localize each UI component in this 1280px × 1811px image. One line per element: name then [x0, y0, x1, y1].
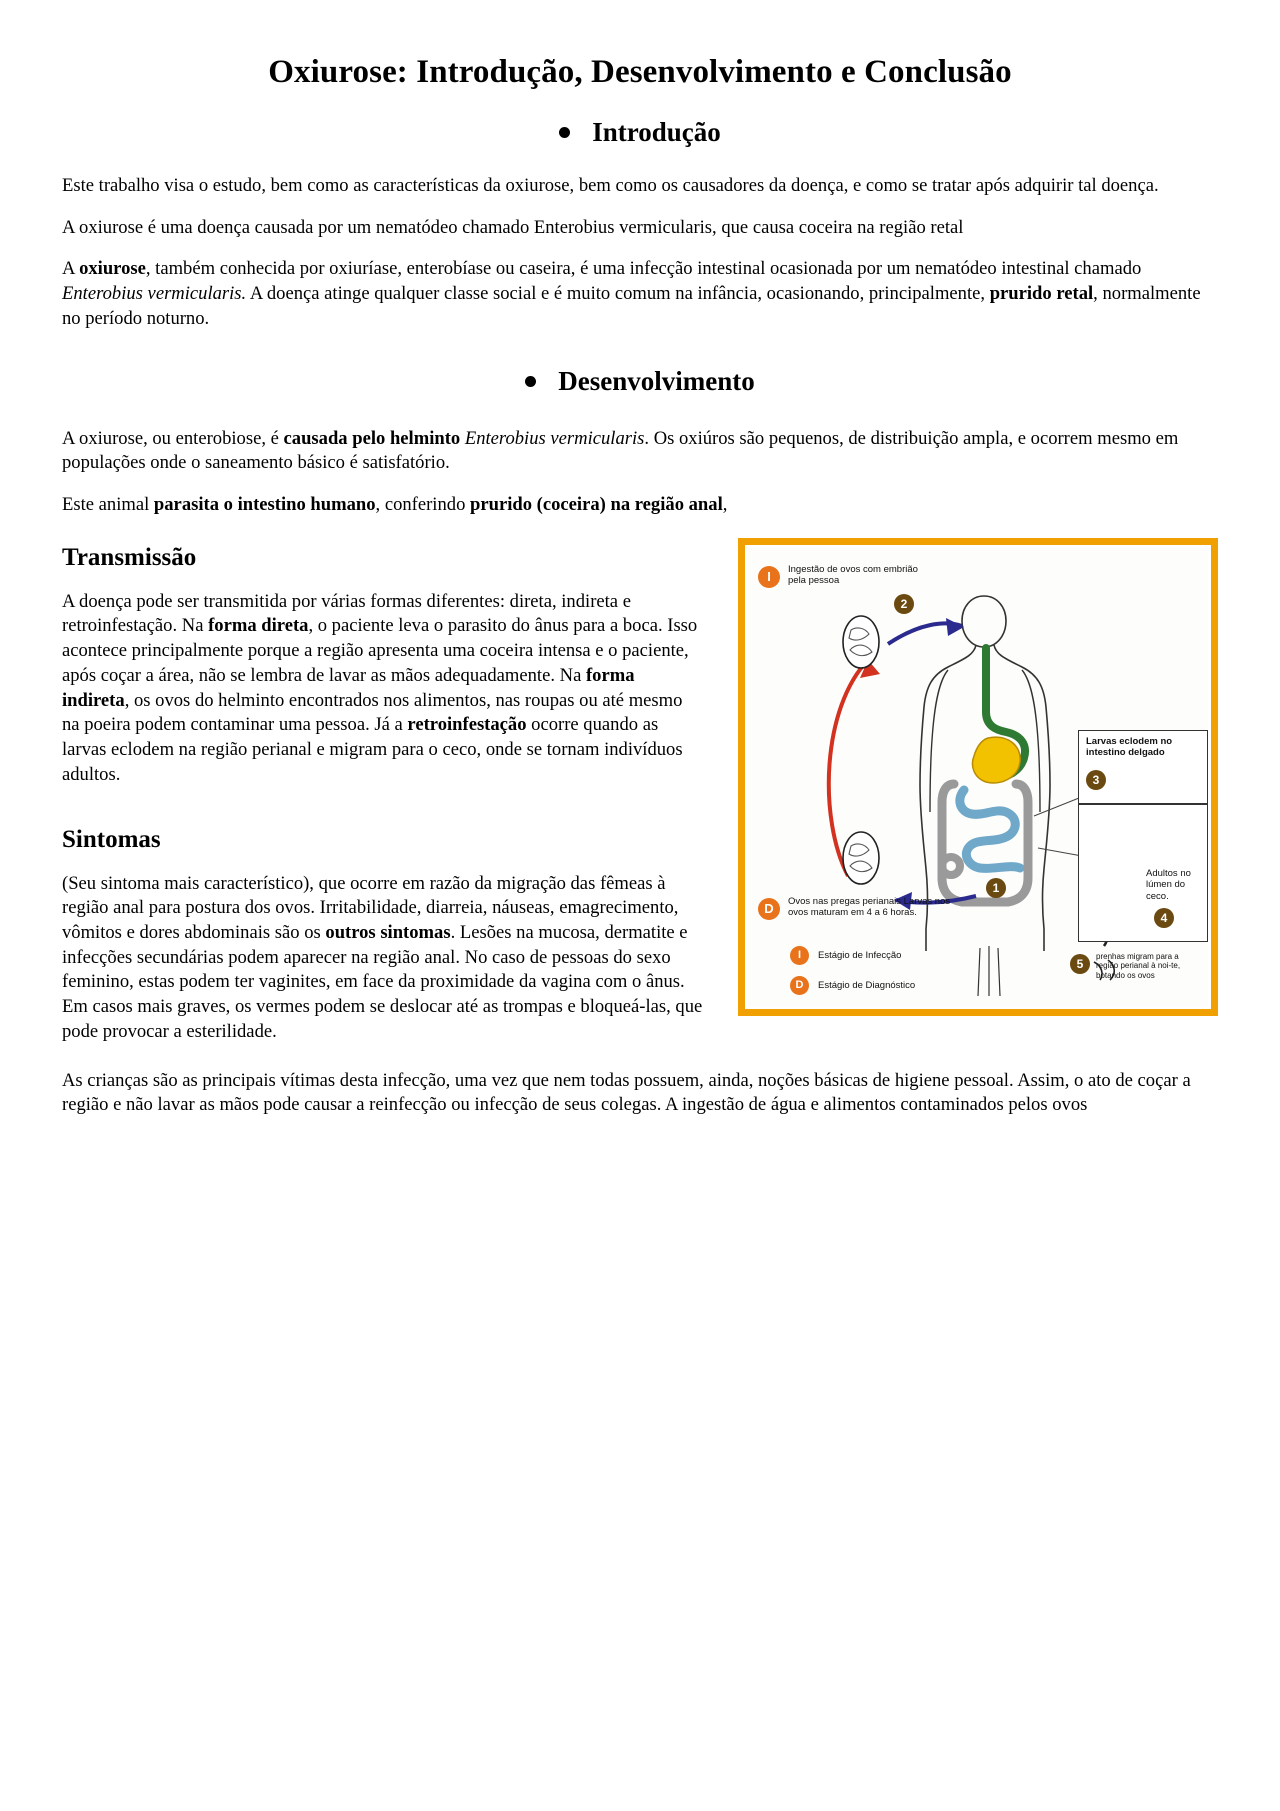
text-run: , normalmente no período noturno.	[62, 283, 1201, 329]
intro-paragraph-1: Este trabalho visa o estudo, bem como as características da oxiurose, bem como os causadores da doença, e como se tratar após adquirir tal doença.	[62, 175, 1159, 196]
text-run-bold: forma indireta	[62, 664, 635, 711]
dev-paragraph-2	[62, 493, 1218, 518]
page-title: Oxiurose: Introdução, Desenvolvimento e Conclusão	[268, 54, 1012, 90]
text-run: A	[62, 258, 80, 280]
text-run-bold: prurido retal	[989, 283, 1094, 305]
legend-label-infeccao: Estágio de Infecção	[818, 949, 902, 961]
text-run: A doença atinge qualquer classe social e é muito comum na infância, ocasionando, principalmente,	[246, 283, 990, 305]
badge-step-2: 2	[894, 594, 914, 614]
text-run: , os ovos do helminto encontrados nos alimentos, nas roupas ou até mesmo na poeira podem contaminar uma pessoa. Já a	[62, 689, 683, 736]
text-run: , o paciente leva o parasito do ânus para a boca. Isso acontece principalmente porque a região apresenta uma coceira intensa e o paciente, após coçar a área, não se lembra de lavar as mãos adequadamente. Na	[62, 615, 698, 686]
badge-infeccao-icon: I	[758, 566, 780, 588]
text-run: ocorre quando as larvas eclodem na região perianal e migram para o ceco, onde se tornam indivíduos adultos.	[62, 714, 683, 785]
text-run-bold: prurido (coceira) na região anal	[470, 494, 723, 516]
figure-label-adultos: Adultos no lúmen do ceco.	[1146, 867, 1191, 902]
text-run-italic: Enterobius vermicularis	[464, 427, 645, 449]
figure-label-step3: Larvas eclodem no intestino delgado	[1086, 735, 1173, 759]
text-run: A doença pode ser transmitida por várias formas diferentes: direta, indireta e retroinfestação. Na	[62, 590, 631, 637]
text-run-bold: oxiurose	[79, 258, 146, 280]
section-heading-label: Introdução	[592, 117, 721, 147]
badge-step-1: 1	[986, 878, 1006, 898]
badge-diagnostico-icon: D	[758, 898, 780, 920]
legend-label-diagnostico: Estágio de Diagnóstico	[818, 979, 916, 991]
text-run-italic: Enterobius vermicularis.	[62, 283, 247, 305]
text-run: . Os oxiúros são pequenos, de distribuição ampla, e ocorrem mesmo em populações onde o saneamento básico é satisfatório.	[62, 427, 1179, 474]
text-run: , também conhecida por oxiuríase, enterobíase ou caseira, é uma infecção intestinal ocasionada por um nematódeo intestinal chamado	[145, 258, 1142, 280]
badge-step-3: 3	[1086, 770, 1106, 790]
figure-container	[738, 538, 1218, 1016]
text-run-bold: forma direta	[208, 615, 309, 637]
intro-paragraph-2: A oxiurose é uma doença causada por um nematódeo chamado Enterobius vermicularis, que causa coceira na região retal	[62, 216, 964, 238]
section-heading-desenvolvimento	[62, 366, 1218, 397]
badge-step-5: 5	[1070, 954, 1090, 974]
text-run-bold: causada pelo helminto	[283, 427, 465, 449]
text-run: A oxiurose, ou enterobiose, é	[62, 427, 284, 449]
section-heading-introducao	[62, 117, 1218, 148]
sintomas-paragraph-2: As crianças são as principais vítimas desta infecção, uma vez que nem todas possuem, ainda, noções básicas de higiene pessoal. Assim, o ato de coçar a região e não lavar as mãos pode causar a reinfecção ou infecção de seus colegas. A ingestão de água e alimentos contaminados pelos ovos	[62, 1069, 1191, 1116]
intro-paragraph-3	[62, 257, 1218, 331]
badge-step-4: 4	[1154, 908, 1174, 928]
text-run-bold: parasita o intestino humano	[153, 494, 376, 516]
legend-infeccao-icon: I	[790, 946, 809, 965]
life-cycle-diagram	[748, 548, 1208, 1006]
figure-label-step5: prenhas migram para a região perianal à noi-te, botando os ovos	[1096, 951, 1181, 980]
figure-frame	[738, 538, 1218, 1016]
subsection-heading-transmissao: Transmissão	[62, 543, 197, 571]
subsection-heading-sintomas: Sintomas	[62, 825, 161, 853]
legend-diagnostico-icon: D	[790, 976, 809, 995]
dev-paragraph-1	[62, 427, 1218, 476]
text-run: ,	[722, 494, 728, 516]
text-run-bold: outros sintomas	[325, 921, 451, 943]
bullet-dot-icon	[559, 127, 570, 138]
bullet-dot-icon	[525, 376, 536, 387]
text-run: , conferindo	[375, 494, 471, 516]
figure-label-step1: Ingestão de ovos com embrião pela pessoa	[788, 563, 918, 587]
text-run-bold: retroinfestação	[407, 714, 527, 736]
section-heading-label: Desenvolvimento	[558, 365, 755, 396]
text-run: (Seu sintoma mais característico), que ocorre em razão da migração das fêmeas à região anal para postura dos ovos. Irritabilidade, diarreia, náuseas, emagrecimento, vômitos e dores abdominais são os	[62, 872, 679, 943]
text-run: Este animal	[62, 494, 154, 516]
figure-label-ovos-perianais: Ovos nas pregas perianais Larvas nos ovos maturam em 4 a 6 horas.	[788, 895, 951, 919]
text-run: . Lesões na mucosa, dermatite e infecções secundárias podem aparecer na região anal. No caso de pessoas do sexo feminino, estas podem ter vaginites, em face da proximidade da vagina com o ânus. Em casos mais graves, os vermes podem se deslocar até as trompas e bloqueá-las, que pode provocar a esterilidade.	[62, 921, 703, 1042]
